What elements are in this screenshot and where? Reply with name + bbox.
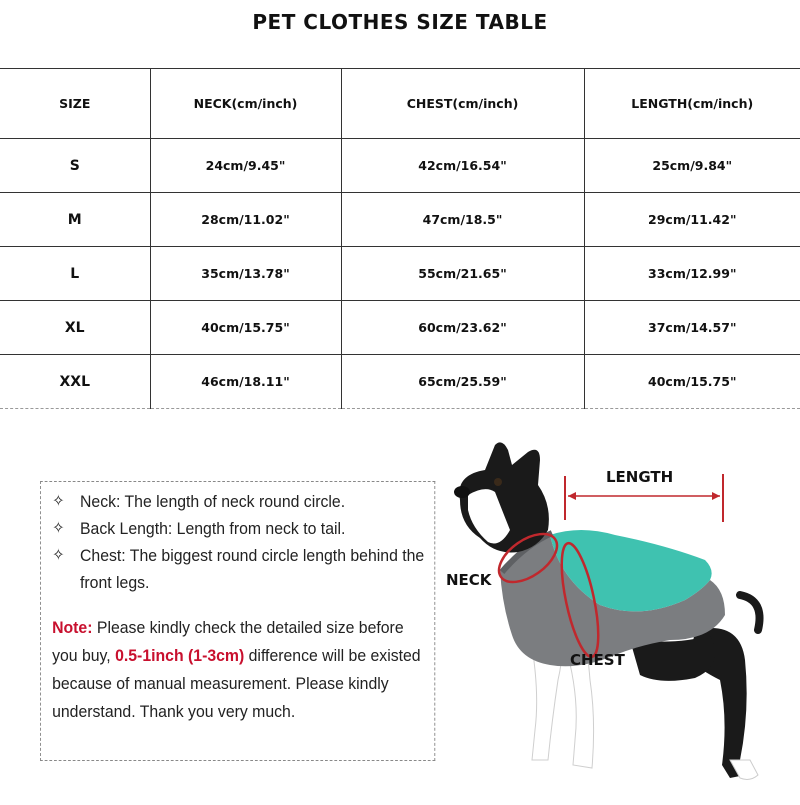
chest-label: CHEST — [570, 651, 625, 669]
note-paragraph — [52, 614, 425, 726]
cell-size: XL — [0, 301, 150, 355]
bullet-text: Back Length: Length from neck to tail. — [79, 519, 346, 538]
cell-length: 25cm/9.84" — [584, 139, 800, 193]
cell-neck: 28cm/11.02" — [150, 193, 341, 247]
sparkle-icon: ✧ — [52, 520, 65, 537]
bullet-text: Neck: The length of neck round circle. — [79, 492, 346, 511]
header-length: LENGTH(cm/inch) — [584, 69, 800, 139]
cell-chest: 60cm/23.62" — [341, 301, 584, 355]
cell-neck: 24cm/9.45" — [150, 139, 341, 193]
note-bullet-length — [52, 515, 425, 542]
cell-size: L — [0, 247, 150, 301]
dog-eye — [494, 478, 502, 486]
header-neck: NECK(cm/inch) — [150, 69, 341, 139]
length-arrowhead-left — [568, 492, 576, 500]
table-row — [0, 301, 800, 355]
note-bullet-chest — [52, 542, 425, 596]
sparkle-icon: ✧ — [52, 493, 65, 510]
length-arrowhead-right — [712, 492, 720, 500]
cell-chest: 55cm/21.65" — [341, 247, 584, 301]
note-label: Note: — [52, 618, 93, 637]
page-title: PET CLOTHES SIZE TABLE — [252, 10, 548, 34]
header-size: SIZE — [0, 69, 150, 139]
dog-nose — [454, 486, 470, 498]
table-row — [0, 139, 800, 193]
bullet-text: Chest: The biggest round circle length behind the front legs. — [79, 546, 425, 592]
cell-neck: 35cm/13.78" — [150, 247, 341, 301]
cell-chest: 42cm/16.54" — [341, 139, 584, 193]
cell-size: XXL — [0, 355, 150, 409]
table-row — [0, 193, 800, 247]
dog-tail — [740, 595, 760, 630]
note-bullet-neck — [52, 488, 425, 515]
cell-length: 29cm/11.42" — [584, 193, 800, 247]
measurement-notes — [40, 481, 435, 761]
cell-size: M — [0, 193, 150, 247]
cell-chest: 47cm/18.5" — [341, 193, 584, 247]
table-row — [0, 355, 800, 409]
dog-measurement-figure — [440, 430, 800, 800]
note-highlight: 0.5-1inch (1-3cm) — [115, 646, 245, 665]
cell-length: 33cm/12.99" — [584, 247, 800, 301]
cell-length: 40cm/15.75" — [584, 355, 800, 409]
header-chest: CHEST(cm/inch) — [341, 69, 584, 139]
neck-label: NECK — [446, 571, 492, 589]
cell-length: 37cm/14.57" — [584, 301, 800, 355]
table-header-row — [0, 69, 800, 139]
cell-neck: 46cm/18.11" — [150, 355, 341, 409]
cell-size: S — [0, 139, 150, 193]
length-label: LENGTH — [606, 468, 674, 486]
table-row — [0, 247, 800, 301]
cell-chest: 65cm/25.59" — [341, 355, 584, 409]
size-table — [0, 68, 800, 409]
note-text-2: difference will be existed because of manual measurement. Please kindly understand. Thank you very much. — [52, 646, 421, 721]
sparkle-icon: ✧ — [52, 547, 65, 564]
note-text-1: Please kindly check the detailed size before you buy, — [52, 618, 404, 665]
cell-neck: 40cm/15.75" — [150, 301, 341, 355]
